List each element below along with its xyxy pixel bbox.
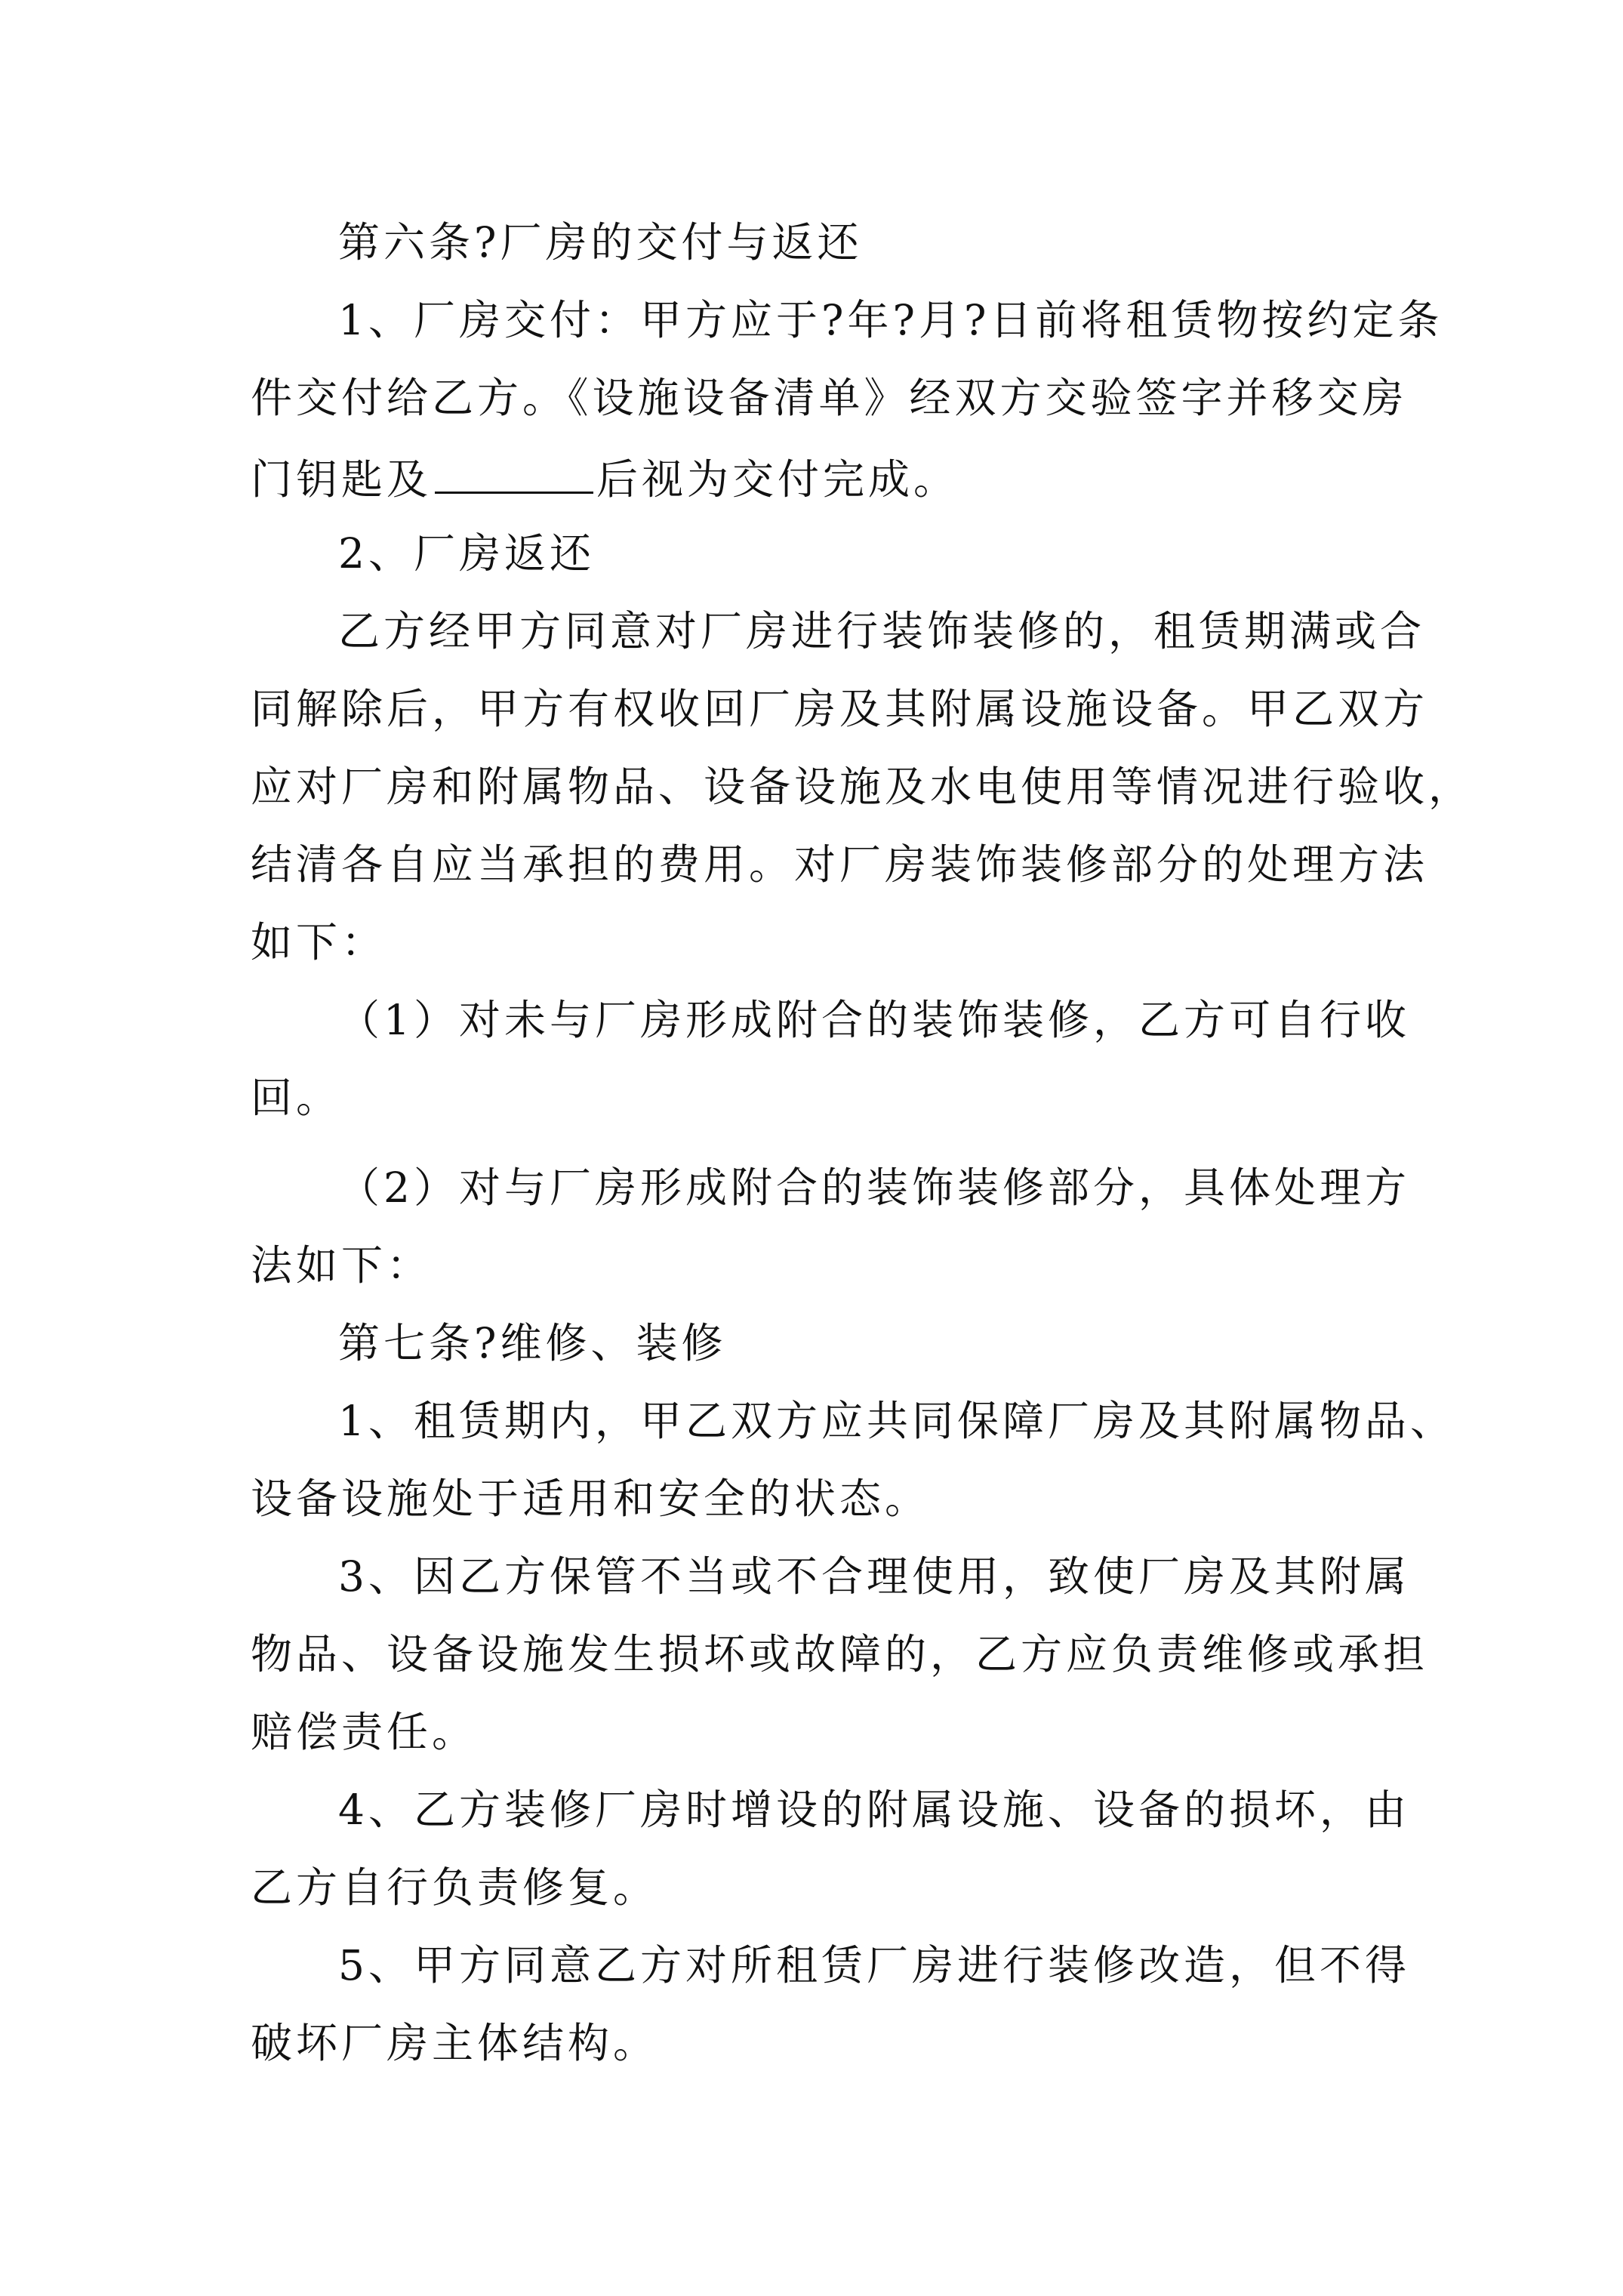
paragraph-line: 1、租赁期内，甲乙双方应共同保障厂房及其附属物品、 xyxy=(338,1397,1455,1445)
paragraph-line: 设备设施处于适用和安全的状态。 xyxy=(251,1475,931,1523)
section-subheading: 2、厂房返还 xyxy=(338,529,595,578)
article-7-heading: 第七条?维修、装修 xyxy=(338,1319,727,1367)
paragraph-line: 赔偿责任。 xyxy=(251,1708,478,1756)
paragraph-line: 如下： xyxy=(251,918,387,966)
paragraph-line: 4、乙方装修厂房时增设的附属设施、设备的损坏，由 xyxy=(338,1786,1410,1834)
paragraph-line: 乙方经甲方同意对厂房进行装饰装修的，租赁期满或合 xyxy=(338,607,1426,655)
article-6-heading: 第六条?厂房的交付与返还 xyxy=(338,218,863,267)
paragraph-line xyxy=(251,455,959,504)
list-item-1: （1）对未与厂房形成附合的装饰装修，乙方可自行收 xyxy=(338,996,1410,1044)
paragraph-line: 3、因乙方保管不当或不合理使用，致使厂房及其附属 xyxy=(338,1552,1410,1601)
paragraph-text: 后视为交付完成。 xyxy=(596,455,959,504)
paragraph-line: 破坏厂房主体结构。 xyxy=(251,2019,659,2067)
list-item-2: （2）对与厂房形成附合的装饰装修部分，具体处理方 xyxy=(338,1163,1410,1212)
paragraph-line: 回。 xyxy=(251,1074,342,1122)
paragraph-line: 物品、设备设施发生损坏或故障的，乙方应负责维修或承担 xyxy=(251,1630,1429,1678)
paragraph-line: 件交付给乙方。《设施设备清单》经双方交验签字并移交房 xyxy=(251,374,1408,422)
paragraph-line: 同解除后，甲方有权收回厂房及其附属设施设备。甲乙双方 xyxy=(251,685,1429,733)
paragraph-line: 1、厂房交付：甲方应于?年?月?日前将租赁物按约定条 xyxy=(338,296,1443,344)
fill-in-blank xyxy=(435,455,593,494)
paragraph-line: 乙方自行负责修复。 xyxy=(251,1863,659,1912)
paragraph-line: 5、甲方同意乙方对所租赁厂房进行装修改造，但不得 xyxy=(338,1941,1410,1989)
paragraph-line: 法如下： xyxy=(251,1241,433,1290)
paragraph-text: 门钥匙及 xyxy=(251,455,433,504)
paragraph-line: 应对厂房和附属物品、设备设施及水电使用等情况进行验收， xyxy=(251,763,1474,811)
paragraph-line: 结清各自应当承担的费用。对厂房装饰装修部分的处理方法 xyxy=(251,840,1429,889)
